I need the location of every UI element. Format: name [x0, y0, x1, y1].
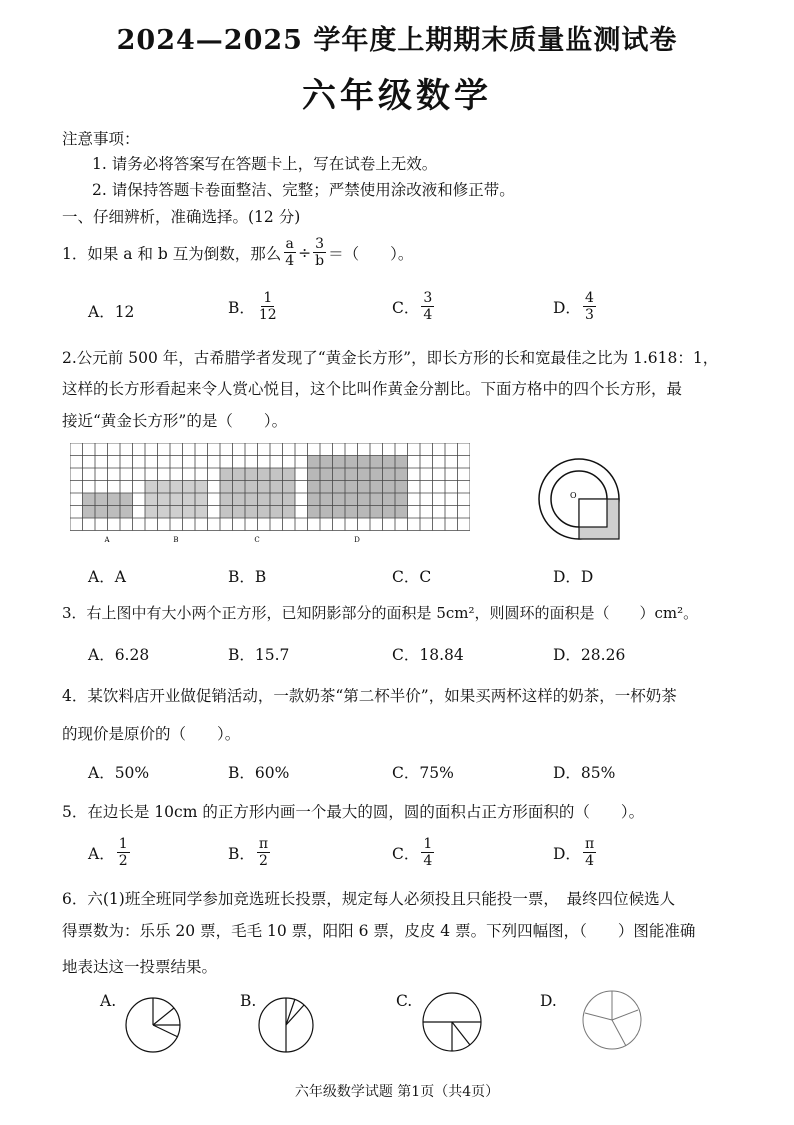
notice-heading: 注意事项： [62, 130, 140, 148]
page-footer: 六年级数学试题 第1页（共4页） [294, 1084, 500, 1100]
q6-option-a: A. [100, 992, 117, 1010]
exam-title: 2024—2025 学年度上期期末质量监测试卷 [116, 25, 678, 56]
q1-fraction-2: $\frac{3}{b}$ [315, 236, 325, 270]
q5-option-c: C． $\frac{1}{4}$ [392, 836, 433, 870]
q5-option-d: D． $\frac{\pi}{4}$ [553, 836, 595, 870]
q1-operator: ÷ [298, 243, 312, 262]
small-square [579, 499, 607, 527]
q6-line-2: 得票数为：乐乐 20 票，毛毛 10 票，阳阳 6 票，皮皮 4 票。下列四幅图，（ ）图能准确 [62, 922, 696, 940]
section-1-heading: 一、仔细辨析，准确选择。(12 分) [62, 208, 301, 226]
q1-fraction-1: $\frac{a}{4}$ [285, 236, 295, 270]
q2-option-d: D．D [553, 568, 594, 586]
q4-option-d: D．85% [553, 764, 616, 782]
q1-option-b: B． $\frac{1}{12}$ [228, 290, 277, 324]
q5-option-b: B． $\frac{\pi}{2}$ [228, 836, 269, 870]
notice-item-2: 2. 请保持答题卡卷面整洁、完整；严禁使用涂改液和修正带。 [92, 181, 515, 199]
q4-line-2: 的现价是原价的（ ）。 [62, 725, 241, 743]
q6-option-d: D. [540, 992, 557, 1010]
q4-line-1: 4．某饮料店开业做促销活动，一款奶茶“第二杯半价”，如果买两杯这样的奶茶，一杯奶茶 [62, 687, 677, 705]
q4-option-c: C．75% [392, 764, 454, 782]
grid-label-a: A [104, 536, 110, 544]
q6-line-1: 6．六(1)班全班同学参加竞选班长投票，规定每人必须投且只能投一票， 最终四位候选人 [62, 890, 676, 908]
q1-option-a: A．12 [88, 303, 135, 321]
q2-option-b: B．B [228, 568, 267, 586]
ring-square-figure [536, 456, 622, 542]
exam-subject: 六年级数学 [302, 76, 492, 116]
q2-option-a: A．A [88, 568, 126, 586]
q1-option-d: D． $\frac{4}{3}$ [553, 290, 594, 324]
q2-option-c: C．C [392, 568, 432, 586]
q3-option-a: A．6.28 [88, 646, 150, 664]
q5-option-a: A． $\frac{1}{2}$ [88, 836, 128, 870]
grid-label-c: C [254, 536, 260, 544]
notice-item-1: 1. 请务必将答案写在答题卡上，写在试卷上无效。 [92, 155, 438, 173]
q3-option-b: B．15.7 [228, 646, 290, 664]
center-label: O [570, 491, 577, 500]
question-1 [62, 236, 413, 269]
pie-chart-b [256, 995, 316, 1055]
q1-option-c: C． $\frac{3}{4}$ [392, 290, 433, 324]
golden-rectangle-grid [70, 443, 470, 548]
q4-option-b: B．60% [228, 764, 290, 782]
question-3: 3．右上图中有大小两个正方形，已知阴影部分的面积是 5cm²，则圆环的面积是（ ）cm²。 [62, 604, 699, 622]
q3-option-c: C．18.84 [392, 646, 464, 664]
q1-prefix: 1．如果 a 和 b 互为倒数，那么 [62, 244, 282, 263]
pie-chart-c [420, 990, 484, 1054]
q6-line-3: 地表达这一投票结果。 [62, 958, 218, 976]
q1-suffix: ＝（ ）。 [328, 244, 414, 263]
q3-option-d: D．28.26 [553, 646, 626, 664]
question-5: 5．在边长是 10cm 的正方形内画一个最大的圆，圆的面积占正方形面积的（ ）。 [62, 803, 645, 821]
q6-option-b: B. [240, 992, 257, 1010]
q2-line-3: 接近“黄金长方形”的是（ ）。 [62, 412, 288, 430]
pie-chart-a [123, 995, 183, 1055]
rect-b [145, 481, 208, 519]
pie-chart-d [580, 988, 644, 1052]
q6-option-c: C. [396, 992, 413, 1010]
q4-option-a: A．50% [88, 764, 150, 782]
grid-label-d: D [354, 536, 360, 544]
q2-line-2: 这样的长方形看起来令人赏心悦目，这个比叫作黄金分割比。下面方格中的四个长方形，最 [62, 380, 683, 398]
grid-label-b: B [173, 536, 179, 544]
q2-line-1: 2.公元前 500 年，古希腊学者发现了“黄金长方形”，即长方形的长和宽最佳之比为 1.618：1， [62, 349, 719, 367]
